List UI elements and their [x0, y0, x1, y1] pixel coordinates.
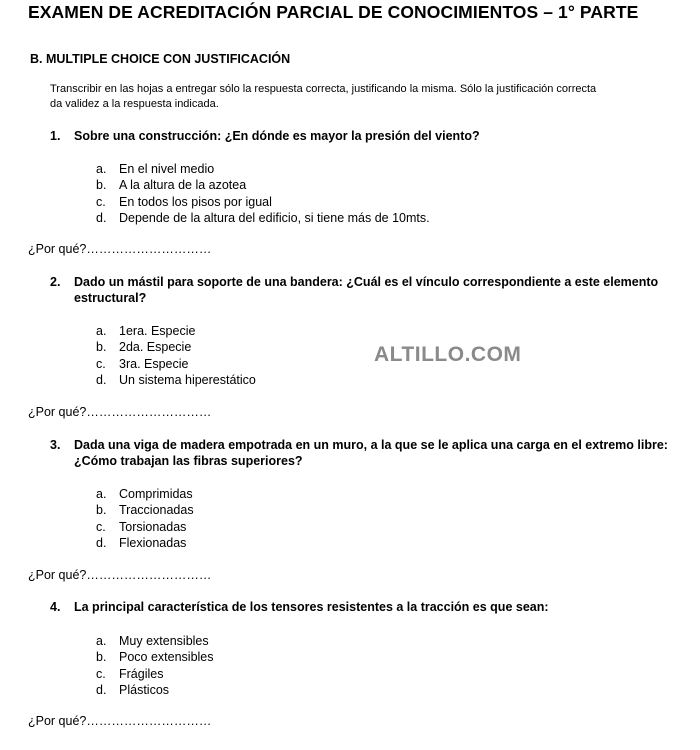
option-letter: a. — [96, 634, 107, 648]
option-c — [96, 519, 194, 535]
options-list-1 — [96, 161, 430, 226]
option-letter: d. — [96, 210, 107, 225]
section-heading: B. MULTIPLE CHOICE CON JUSTIFICACIÓN — [30, 52, 291, 66]
page-title: EXAMEN DE ACREDITACIÓN PARCIAL DE CONOCIMIENTOS – 1° PARTE — [28, 2, 639, 22]
instructions-line-2: da validez a la respuesta indicada. — [50, 97, 219, 110]
option-letter: d. — [96, 535, 107, 550]
option-text: 3ra. Especie — [119, 356, 189, 371]
option-a — [96, 486, 194, 502]
option-letter: b. — [96, 340, 107, 355]
options-list-2 — [96, 323, 256, 388]
why-prompt-1: ¿Por qué?………………………… — [28, 242, 212, 256]
option-letter: c. — [96, 194, 106, 209]
options-list-4 — [96, 633, 214, 698]
option-letter: d. — [96, 682, 107, 697]
option-text: 1era. Especie — [119, 324, 196, 338]
option-a — [96, 323, 256, 339]
option-a — [96, 633, 214, 649]
why-prompt-3: ¿Por qué?………………………… — [28, 568, 212, 582]
option-a — [96, 161, 430, 177]
question-number: 4. — [50, 600, 61, 614]
question-text: Sobre una construcción: ¿En dónde es mayor la presión del viento? — [74, 129, 480, 143]
option-c — [96, 194, 430, 210]
option-text: Frágiles — [119, 666, 164, 681]
question-number: 2. — [50, 275, 61, 289]
option-letter: a. — [96, 162, 107, 176]
option-letter: c. — [96, 519, 106, 534]
option-b — [96, 339, 256, 355]
option-b — [96, 177, 430, 193]
question-text: Dada una viga de madera empotrada en un muro, a la que se le aplica una carga en el extremo libre: ¿Cómo trabajan las fibras superiores? — [74, 438, 668, 468]
option-text: En todos los pisos por igual — [119, 194, 272, 209]
why-prompt-4: ¿Por qué?………………………… — [28, 714, 212, 728]
option-text: Flexionadas — [119, 535, 187, 550]
question-text: Dado un mástil para soporte de una bandera: ¿Cuál es el vínculo correspondiente a este elemento estructural? — [74, 275, 659, 305]
instructions-line-1: Transcribir en las hojas a entregar sólo la respuesta correcta, justificando la misma. Sólo la justificación correcta — [50, 83, 597, 95]
option-text: 2da. Especie — [119, 340, 192, 355]
option-text: Depende de la altura del edificio, si tiene más de 10mts. — [119, 210, 430, 225]
question-4 — [50, 599, 680, 615]
option-letter: b. — [96, 178, 107, 193]
option-text: Un sistema hiperestático — [119, 372, 256, 387]
option-text: Plásticos — [119, 682, 170, 697]
question-number: 3. — [50, 438, 61, 452]
option-text: En el nivel medio — [119, 162, 215, 176]
option-c — [96, 666, 214, 682]
option-letter: c. — [96, 356, 106, 371]
option-letter: b. — [96, 503, 107, 518]
question-2 — [50, 274, 680, 306]
watermark: ALTILLO.COM — [374, 343, 522, 366]
option-text: Comprimidas — [119, 487, 193, 501]
option-text: Muy extensibles — [119, 634, 209, 648]
option-d — [96, 372, 256, 388]
option-letter: b. — [96, 650, 107, 665]
option-text: Traccionadas — [119, 503, 194, 518]
option-d — [96, 210, 430, 226]
question-3 — [50, 437, 680, 469]
option-text: Torsionadas — [119, 519, 187, 534]
question-text: La principal característica de los tensores resistentes a la tracción es que sean: — [74, 600, 549, 614]
option-letter: a. — [96, 324, 107, 338]
option-d — [96, 535, 194, 551]
instructions — [50, 82, 700, 111]
option-text: Poco extensibles — [119, 650, 214, 665]
question-1 — [50, 128, 680, 144]
option-c — [96, 356, 256, 372]
why-prompt-2: ¿Por qué?………………………… — [28, 405, 212, 419]
option-letter: a. — [96, 487, 107, 501]
options-list-3 — [96, 486, 194, 551]
option-b — [96, 502, 194, 518]
question-number: 1. — [50, 129, 61, 143]
option-b — [96, 649, 214, 665]
option-d — [96, 682, 214, 698]
option-text: A la altura de la azotea — [119, 178, 247, 193]
option-letter: c. — [96, 666, 106, 681]
option-letter: d. — [96, 372, 107, 387]
